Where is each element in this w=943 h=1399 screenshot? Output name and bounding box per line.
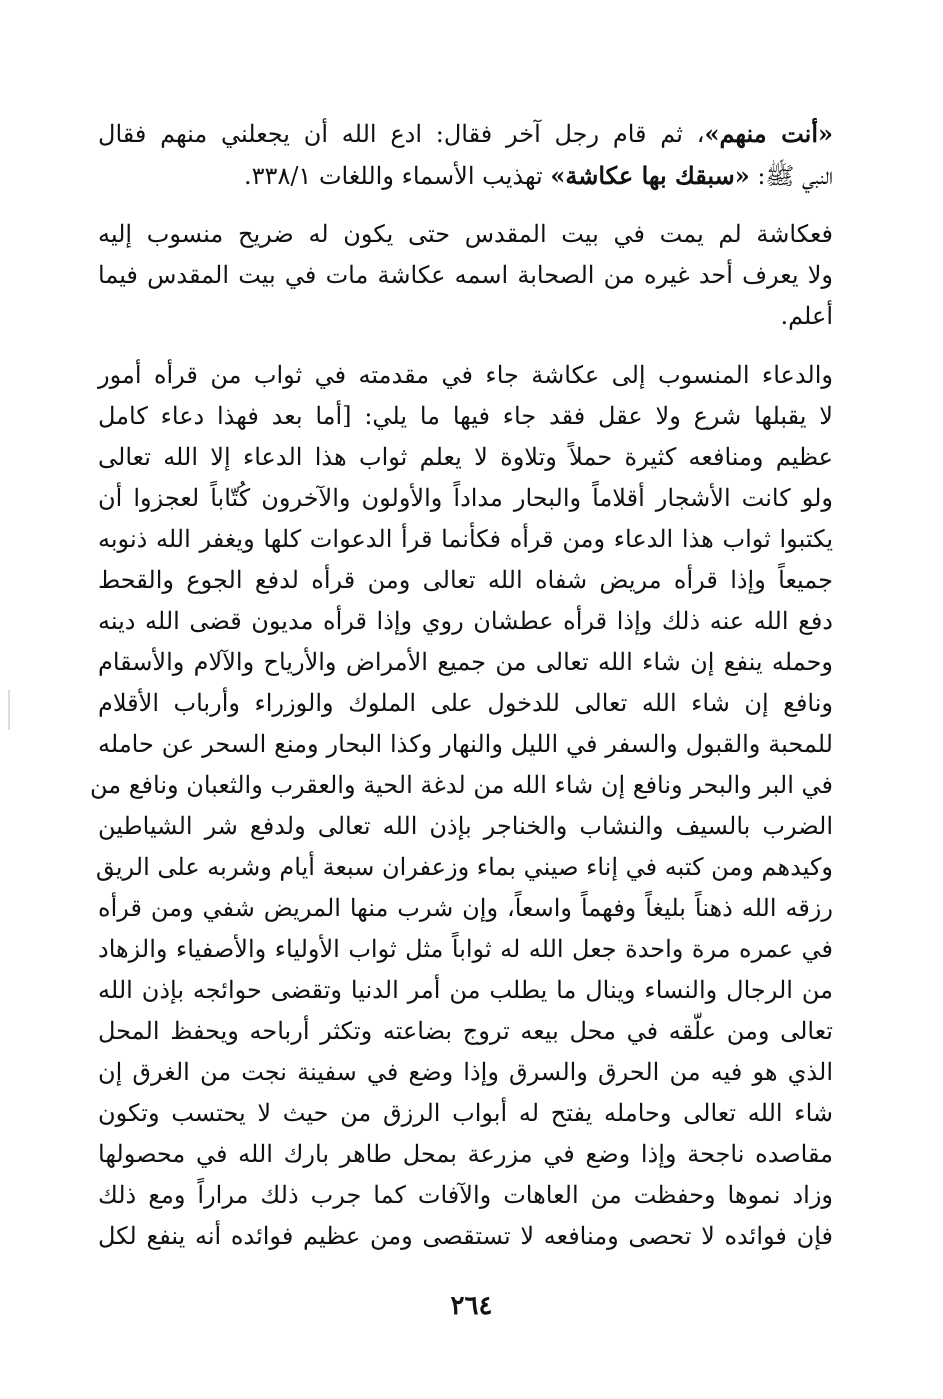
text-line: ولا يعرف أحد غيره من الصحابة اسمه عكاشة مات في بيت المقدس فيما <box>98 261 833 289</box>
text-line: الذي هو فيه من الحرق والسرق وإذا وضع في سفينة نجت من الغرق إن <box>98 1058 833 1086</box>
paragraph <box>98 214 833 337</box>
text-line: فعكاشة لم يمت في بيت المقدس حتى يكون له ضريح منسوب إليه <box>98 220 834 248</box>
text-line: ونافع إن شاء الله تعالى للدخول على الملوك والوزراء وأرباب الأقلام <box>98 689 833 717</box>
text-line: ولو كانت الأشجار أقلاماً والبحار مداداً والأولون والآخرون كُتّاباً لعجزوا أن <box>98 484 833 512</box>
page-number: ٢٦٤ <box>450 1291 493 1321</box>
text-line <box>98 155 833 197</box>
scan-edge-mark <box>8 690 10 730</box>
text-line: وكيدهم ومن كتبه في إناء صيني بماء وزعفران سبعة أيام وشربه على الريق <box>95 853 833 881</box>
text-line: من الرجال والنساء وينال ما يطلب من أمر الدنيا وتقضى حوائجه بإذن الله <box>98 976 833 1004</box>
paragraph <box>98 113 833 197</box>
text-line: جميعاً وإذا قرأه مريض شفاه الله تعالى ومن قرأه لدفع الجوع والقحط <box>98 566 833 594</box>
text-line: عظيم ومنافعه كثيرة حملاً وتلاوة لا يعلم ثواب هذا الدعاء إلا الله تعالى <box>98 443 833 471</box>
paragraph <box>90 355 833 1257</box>
text-line: مقاصده ناجحة وإذا وضع في مزرعة بمحل طاهر بارك الله في محصولها <box>98 1140 833 1168</box>
text-run: النبي ﷺ: <box>749 162 833 190</box>
paragraph-dua <box>90 355 833 1257</box>
text-line: الضرب بالسيف والنشاب والخناجر بإذن الله تعالى ولدفع شر الشياطين <box>98 812 833 840</box>
paragraph-continuation <box>98 113 833 197</box>
text-line: والدعاء المنسوب إلى عكاشة جاء في مقدمته في ثواب من قرأه أمور <box>98 361 833 389</box>
text-line: في عمره مرة واحدة جعل الله له ثواباً مثل ثواب الأولياء والأصفياء والزهاد <box>98 935 833 963</box>
text-line: وزاد نموها وحفظت من العاهات والآفات كما جرب ذلك مراراً ومع ذلك <box>98 1181 833 1209</box>
text-line: للمحبة والقبول والسفر في الليل والنهار وكذا البحار ومنع السحر عن حامله <box>98 730 833 758</box>
text-line: في البر والبحر ونافع إن شاء الله من لدغة الحية والعقرب والثعبان ونافع من <box>90 771 833 799</box>
text-line: دفع الله عنه ذلك وإذا قرأه عطشان روي وإذا قرأه مديون قضى الله دينه <box>98 607 833 635</box>
text-line: لا يقبلها شرع ولا عقل فقد جاء فيها ما يلي: [أما بعد فهذا دعاء كامل <box>98 402 833 430</box>
text-run: ، ثم قام رجل آخر فقال: ادع الله أن يجعلني منهم فقال <box>98 120 705 148</box>
text-line: وحمله ينفع إن شاء الله تعالى من جميع الأمراض والأرياح والآلام والأسقام <box>98 648 833 676</box>
text-line: أعلم. <box>780 302 833 330</box>
text-run: تهذيب الأسماء واللغات ٣٣٨/١. <box>244 162 551 190</box>
bold-quote: «سبقك بها عكاشة» <box>550 161 750 190</box>
text-line <box>98 113 833 155</box>
text-line: فإن فوائده لا تحصى ومنافعه لا تستقصى ومن عظيم فوائده أنه ينفع لكل <box>98 1222 833 1250</box>
text-line: رزقه الله ذهناً بليغاً وفهماً واسعاً، وإن شرب منها المريض شفي ومن قرأه <box>98 894 833 922</box>
bold-quote: «أنت منهم» <box>704 119 833 148</box>
text-line: شاء الله تعالى وحامله يفتح له أبواب الرزق من حيث لا يحتسب وتكون <box>98 1099 833 1127</box>
text-line: يكتبوا ثواب هذا الدعاء ومن قرأه فكأنما قرأ الدعوات كلها ويغفر الله ذنوبه <box>98 525 833 553</box>
paragraph-ukkasha <box>98 214 833 337</box>
text-line: تعالى ومن علّقه في محل بيعه تروج بضاعته وتكثر أرباحه ويحفظ المحل <box>98 1017 833 1045</box>
